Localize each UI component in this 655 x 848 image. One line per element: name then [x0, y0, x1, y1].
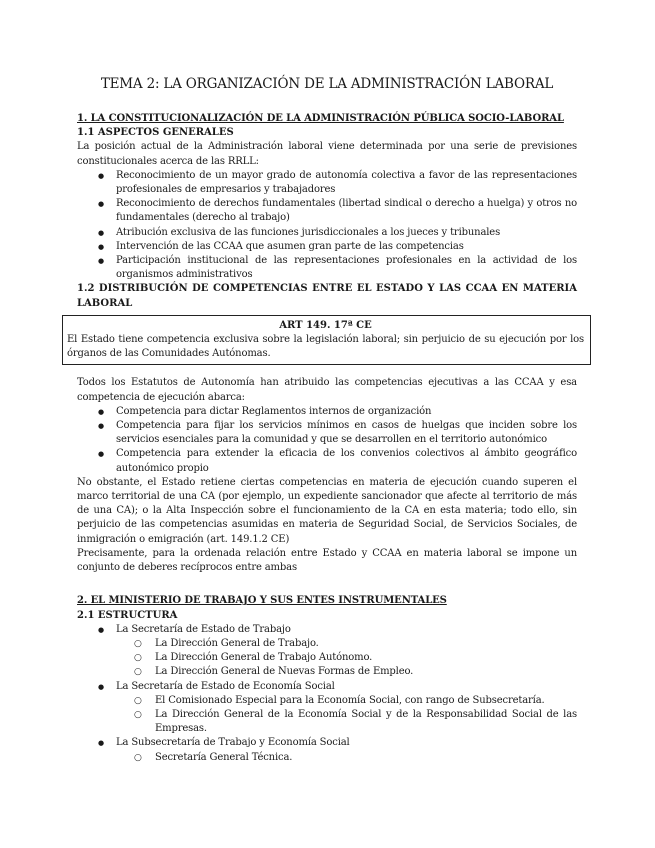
structure-group [77, 623, 577, 680]
section-1-2-heading: 1.2 DISTRIBUCIÓN DE COMPETENCIAS ENTRE EL ESTADO Y LAS CCAA EN MATERIA LABORAL [77, 283, 577, 309]
document-title: TEMA 2: LA ORGANIZACIÓN DE LA ADMINISTRACIÓN LABORAL [100, 76, 554, 92]
section-1-1-heading: 1.1 ASPECTOS GENERALES [77, 127, 234, 139]
list-item: ● Competencia para dictar Reglamentos internos de organización [77, 405, 577, 419]
structure-group-label: ● La Subsecretaría de Trabajo y Economía Social [116, 737, 350, 749]
sublist-item: ○ La Dirección General de Trabajo Autónomo. [77, 651, 577, 665]
section-1-2-list [77, 405, 577, 476]
list-item: ● Intervención de las CCAA que asumen gran parte de las competencias [77, 240, 577, 254]
section-1-1-intro: La posición actual de la Administración laboral viene determinada por una serie de previsiones constitucionales acerca de las RRLL: [77, 141, 577, 167]
list-item: ● Atribución exclusiva de las funciones jurisdiccionales a los jueces y tribunales [77, 226, 577, 240]
section-1-2-paragraph-2: Precisamente, para la ordenada relación entre Estado y CCAA en materia laboral se impone un conjunto de deberes recíprocos entre ambas [77, 547, 577, 574]
list-item: ● Competencia para extender la eficacia de los convenios colectivos al ámbito geográfico autonómico propio [77, 447, 577, 475]
article-text: El Estado tiene competencia exclusiva sobre la legislación laboral; sin perjuicio de su ejecución por los órganos de las Comunidades Autónomas. [67, 334, 584, 360]
sublist-item: ○ Secretaría General Técnica. [77, 751, 577, 765]
sublist-item: ○ La Dirección General de la Economía Social y de la Responsabilidad Social de las Empresas. [77, 708, 577, 736]
structure-group-label: ● La Secretaría de Estado de Economía Social [116, 680, 335, 692]
sublist-item: ○ El Comisionado Especial para la Economía Social, con rango de Subsecretaría. [77, 694, 577, 708]
sublist-item: ○ La Dirección General de Trabajo. [77, 637, 577, 651]
list-item: ● Reconocimiento de derechos fundamentales (libertad sindical o derecho a huelga) y otros no fundamentales (derecho al trabajo) [77, 197, 577, 225]
section-1-1-list [77, 169, 577, 283]
article-title: ART 149. 17ª CE [279, 319, 372, 331]
list-item: ● Competencia para fijar los servicios mínimos en casos de huelgas que inciden sobre los servicios esenciales para la comunidad y que se desarrollen en el territorio autonómico [77, 419, 577, 447]
structure-group [77, 680, 577, 737]
structure-sublist [77, 637, 577, 680]
structure-group-label: ● La Secretaría de Estado de Trabajo [116, 623, 291, 635]
structure-list [77, 623, 577, 765]
list-item: ● Participación institucional de las representaciones profesionales en la actividad de los organismos administrativos [77, 254, 577, 282]
section-1-heading: 1. LA CONSTITUCIONALIZACIÓN DE LA ADMINISTRACIÓN PÚBLICA SOCIO-LABORAL [77, 113, 564, 124]
structure-group [77, 736, 577, 764]
structure-sublist [77, 694, 577, 737]
structure-sublist [77, 751, 577, 765]
list-item: ● Reconocimiento de un mayor grado de autonomía colectiva a favor de las representaciones profesionales de empresarios y trabajadores [77, 169, 577, 197]
section-1-2-paragraph-1: No obstante, el Estado retiene ciertas competencias en materia de ejecución cuando superen el marco territorial de una CA (por ejemplo, un expediente sancionador que afecte al territorio de más de una CA); o la Alta Inspección sobre el funcionamiento de la CA en esta materia; todo ello, sin perjuicio de las competencias asumidas en materia de Seguridad Social, de Servicios Sociales, de inmigración o emigración (art. 149.1.2 CE) [77, 476, 577, 545]
section-2-heading: 2. EL MINISTERIO DE TRABAJO Y SUS ENTES INSTRUMENTALES [77, 595, 447, 607]
section-1-2-intro: Todos los Estatutos de Autonomía han atribuido las competencias ejecutivas a las CCAA y esa competencia de ejecución abarca: [77, 377, 577, 403]
section-2-1-heading: 2.1 ESTRUCTURA [77, 609, 178, 621]
sublist-item: ○ La Dirección General de Nuevas Formas de Empleo. [77, 665, 577, 679]
article-box [62, 315, 591, 366]
